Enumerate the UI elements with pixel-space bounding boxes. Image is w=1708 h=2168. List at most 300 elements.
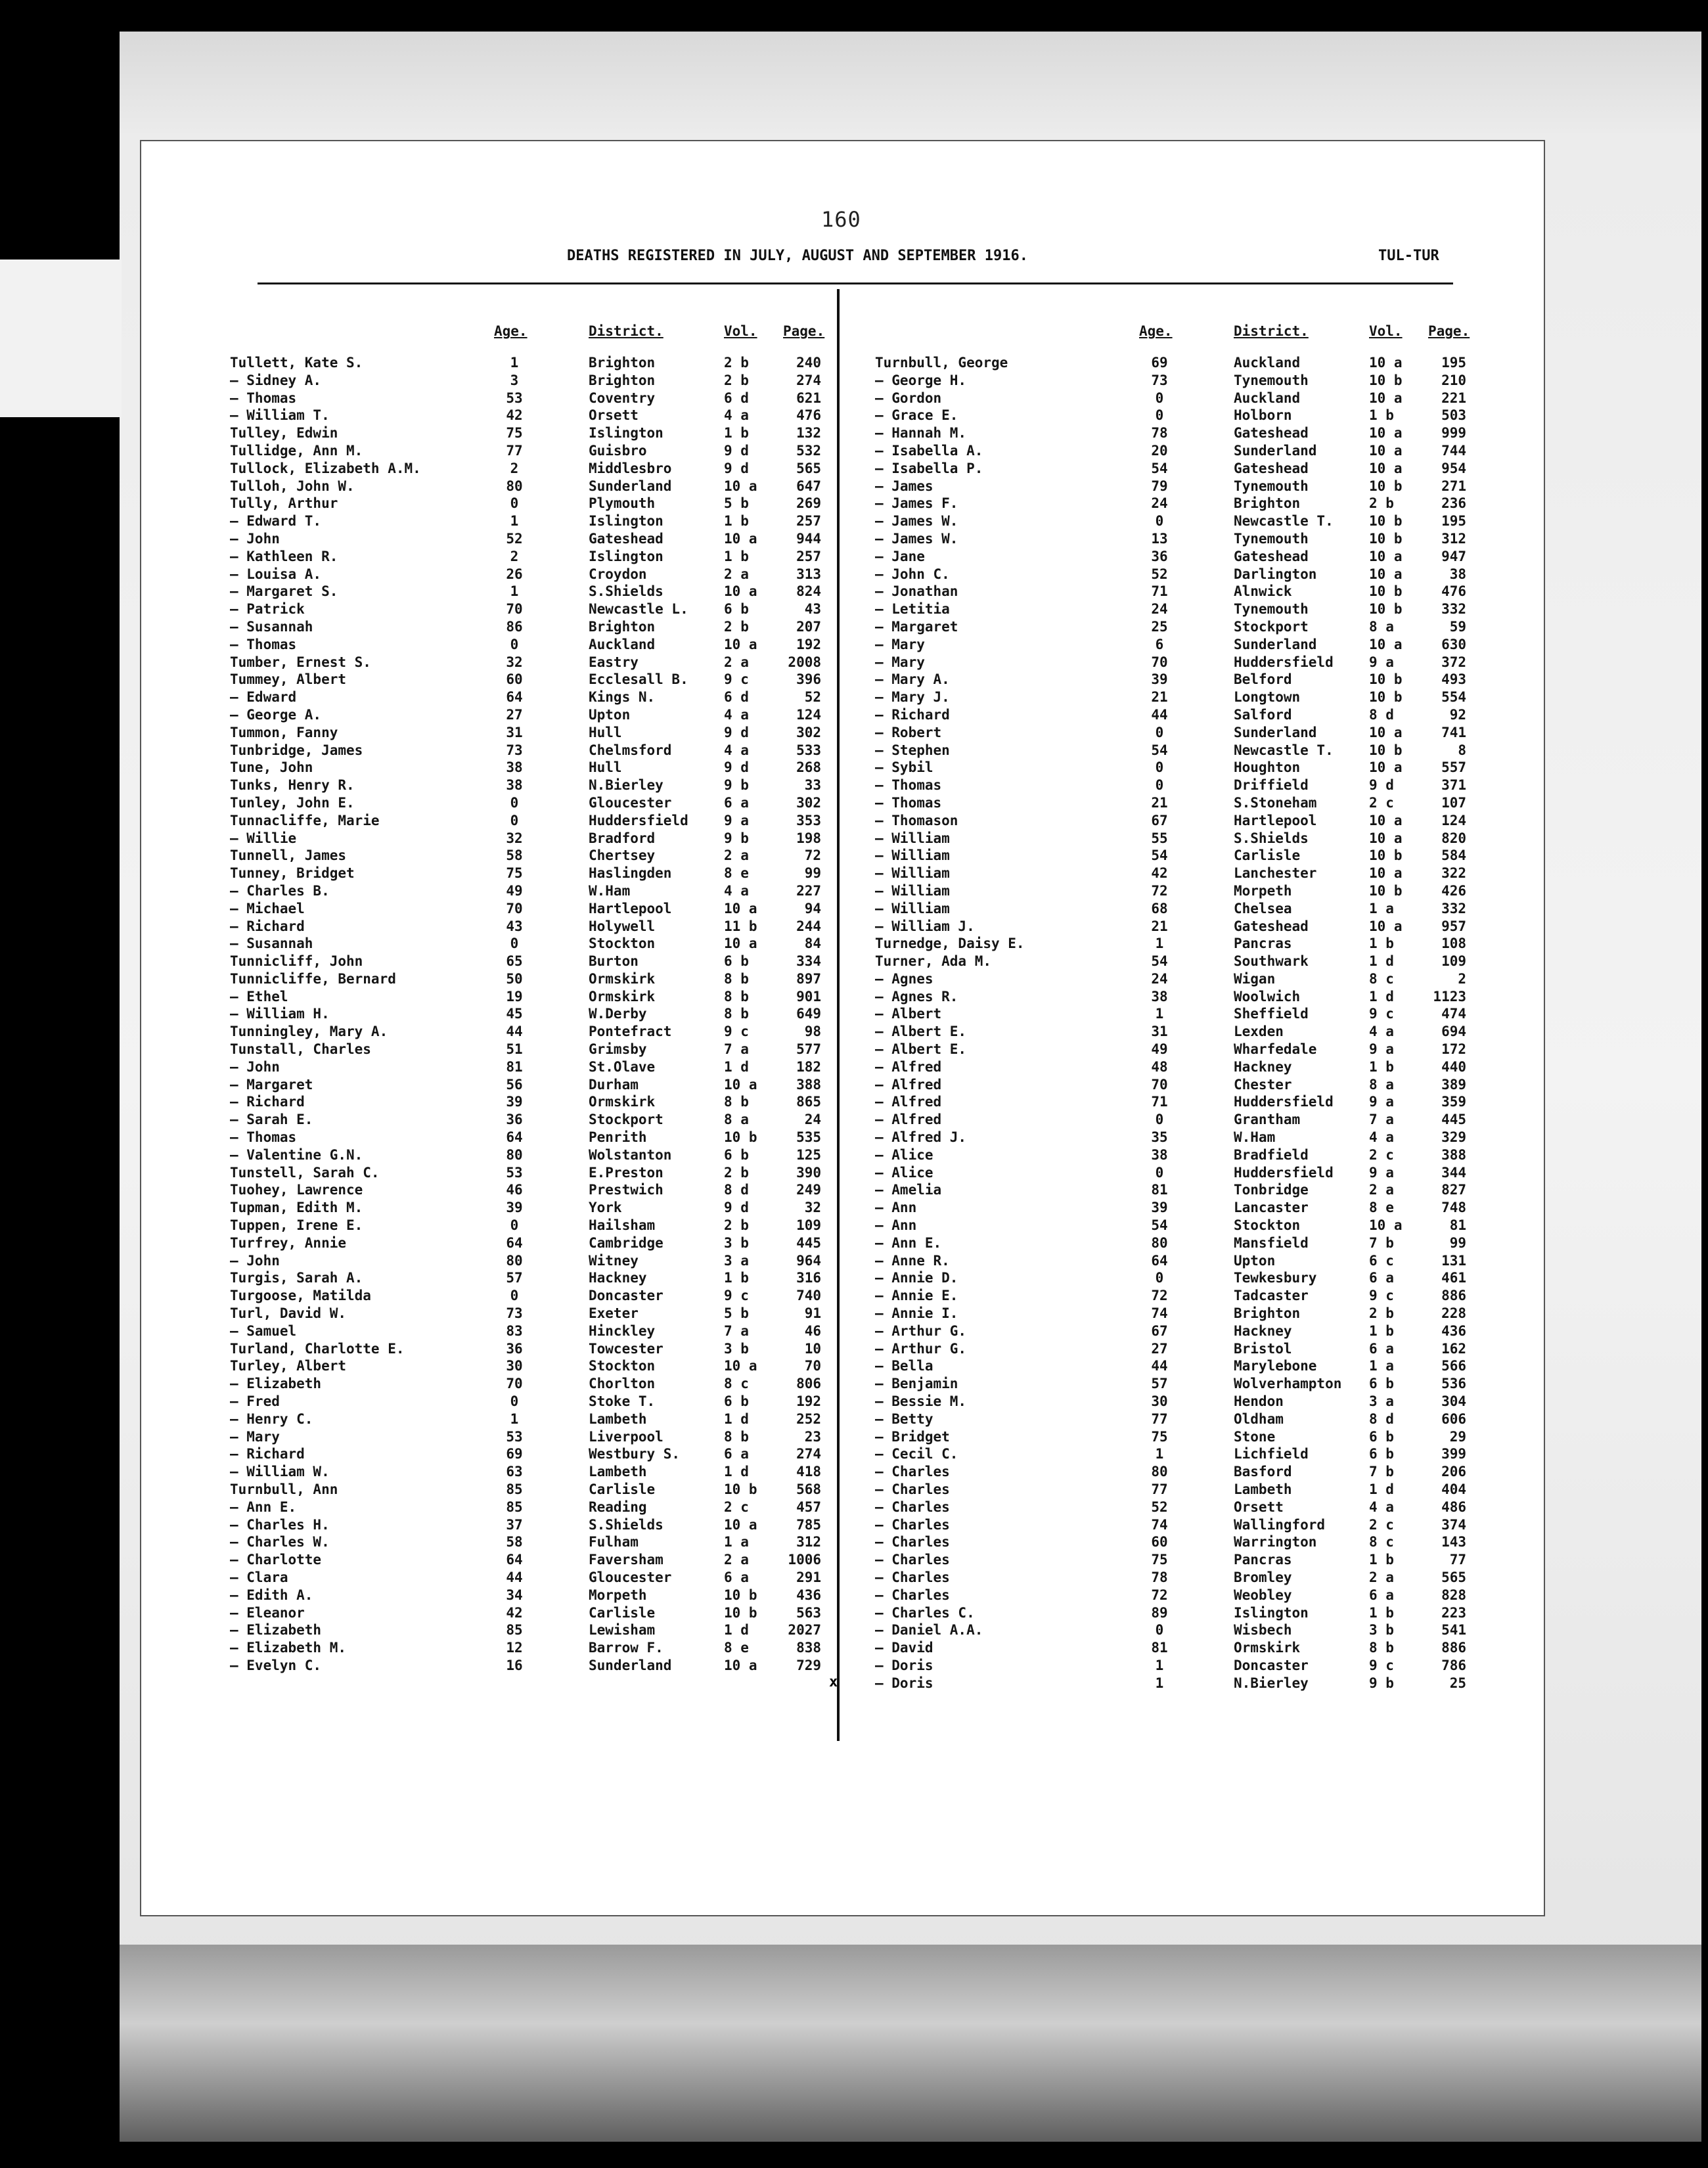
register-entry	[875, 513, 1466, 531]
entry-page: 274	[796, 372, 821, 388]
entry-district: Lambeth	[1234, 1481, 1292, 1497]
entry-age: 21	[1151, 689, 1168, 706]
entry-district: Reading	[589, 1499, 647, 1515]
entry-district: Huddersfield	[1234, 1094, 1334, 1110]
district-header: District.	[589, 323, 663, 339]
entry-volume: 7 a	[1369, 1112, 1394, 1128]
entry-age: 72	[1151, 882, 1168, 899]
entry-page: 426	[1441, 882, 1466, 899]
entry-district: Stockport	[589, 1112, 663, 1128]
entry-district: Stockport	[1234, 618, 1309, 635]
entry-page: 304	[1441, 1393, 1466, 1410]
entry-page: 621	[796, 390, 821, 406]
entry-name: — Margaret	[875, 618, 958, 635]
register-entry	[875, 953, 1466, 971]
entry-volume: 10 a	[1369, 548, 1403, 564]
entry-age: 3	[510, 372, 519, 388]
entry-name: — Charles	[875, 1464, 950, 1480]
entry-name: — Clara	[230, 1569, 288, 1585]
entry-age: 36	[506, 1340, 523, 1357]
entry-age: 70	[506, 900, 523, 916]
entry-volume: 8 b	[724, 1006, 749, 1022]
entry-page: 43	[804, 601, 821, 618]
register-entry	[875, 847, 1466, 865]
register-entry	[230, 1604, 821, 1623]
entry-district: Weobley	[1234, 1587, 1292, 1603]
entry-page: 23	[804, 1428, 821, 1445]
entry-age: 89	[1151, 1604, 1168, 1621]
entry-page: 316	[796, 1270, 821, 1286]
entry-age: 36	[1151, 548, 1168, 564]
entry-district: Sunderland	[1234, 724, 1317, 740]
entry-age: 53	[506, 1428, 523, 1445]
entry-page: 257	[796, 513, 821, 530]
entry-name: Turgoose, Matilda	[230, 1288, 371, 1304]
entry-name: — Alice	[875, 1164, 933, 1181]
entry-name: — Richard	[230, 1446, 305, 1462]
entry-volume: 8 c	[1369, 1534, 1394, 1550]
vol-header: Vol.	[1369, 323, 1403, 339]
register-entry	[230, 1094, 821, 1112]
register-entry	[875, 1552, 1466, 1570]
register-entry	[230, 1446, 821, 1464]
entry-volume: 6 a	[724, 1446, 749, 1462]
entry-district: St.Olave	[589, 1058, 656, 1075]
footer-mark: x	[829, 1674, 838, 1690]
entry-age: 34	[506, 1587, 523, 1603]
entry-district: Newcastle L.	[589, 601, 688, 618]
entry-name: — Louisa A.	[230, 566, 322, 582]
entry-page: 389	[1441, 1076, 1466, 1093]
entry-age: 42	[506, 407, 523, 424]
entry-district: Lambeth	[589, 1411, 647, 1427]
entry-name: — Stephen	[875, 742, 950, 758]
register-entry	[230, 407, 821, 425]
entry-name: Turnedge, Daisy E.	[875, 936, 1025, 952]
register-entry	[230, 1516, 821, 1535]
register-entry	[230, 794, 821, 813]
entry-age: 20	[1151, 442, 1168, 459]
entry-age: 75	[1151, 1428, 1168, 1445]
entry-district: Auckland	[1234, 390, 1301, 406]
entry-age: 27	[1151, 1340, 1168, 1357]
entry-name: — Charlotte	[230, 1552, 322, 1568]
entry-district: N.Bierley	[589, 777, 663, 794]
entry-page: 77	[1449, 1552, 1466, 1568]
register-entry	[875, 1411, 1466, 1429]
entry-name: — Elizabeth M.	[230, 1640, 347, 1656]
entry-age: 38	[1151, 1146, 1168, 1163]
entry-name: — Sarah E.	[230, 1112, 313, 1128]
entry-age: 52	[1151, 566, 1168, 582]
entry-volume: 1 d	[1369, 1481, 1394, 1497]
register-entry	[875, 1358, 1466, 1376]
entry-district: Grantham	[1234, 1112, 1301, 1128]
entry-age: 39	[506, 1200, 523, 1216]
entry-age: 56	[506, 1076, 523, 1093]
entry-page: 72	[804, 847, 821, 864]
register-entry	[875, 759, 1466, 777]
register-entry	[875, 1288, 1466, 1305]
entry-age: 79	[1151, 478, 1168, 494]
entry-volume: 10 a	[724, 583, 757, 600]
register-entry	[875, 425, 1466, 443]
entry-age: 71	[1151, 583, 1168, 600]
entry-volume: 6 b	[724, 1393, 749, 1410]
entry-district: Grimsby	[589, 1041, 647, 1058]
entry-age: 0	[510, 936, 519, 952]
register-entry	[230, 918, 821, 936]
entry-volume: 10 b	[1369, 601, 1403, 618]
entry-page: 566	[1441, 1358, 1466, 1374]
entry-name: — Charles	[875, 1569, 950, 1585]
entry-volume: 1 d	[1369, 953, 1394, 970]
entry-name: Tully, Arthur	[230, 495, 338, 512]
register-entry	[875, 830, 1466, 848]
entry-age: 31	[1151, 1024, 1168, 1040]
entry-age: 54	[1151, 1217, 1168, 1234]
entry-age: 0	[510, 495, 519, 512]
entry-volume: 10 a	[1369, 390, 1403, 406]
entry-district: Hackney	[589, 1270, 647, 1286]
entry-page: 947	[1441, 548, 1466, 564]
entry-age: 44	[1151, 1358, 1168, 1374]
entry-age: 44	[506, 1024, 523, 1040]
entry-district: Ormskirk	[589, 970, 656, 987]
entry-page: 313	[796, 566, 821, 582]
register-entry	[230, 724, 821, 742]
entry-age: 32	[506, 654, 523, 670]
entry-district: Orsett	[1234, 1499, 1284, 1515]
register-entry	[230, 390, 821, 408]
entry-page: 32	[804, 1200, 821, 1216]
entry-age: 0	[510, 812, 519, 828]
entry-age: 52	[1151, 1499, 1168, 1515]
entry-age: 64	[506, 1129, 523, 1146]
entry-district: Lambeth	[589, 1464, 647, 1480]
register-entry	[230, 478, 821, 496]
entry-page: 535	[796, 1129, 821, 1146]
register-entry	[875, 1675, 1466, 1693]
entry-page: 445	[1441, 1112, 1466, 1128]
entry-name: — Susannah	[230, 618, 313, 635]
entry-name: — Charles	[875, 1499, 950, 1515]
entry-name: — William	[875, 865, 950, 882]
entry-volume: 2 a	[724, 847, 749, 864]
entry-district: Huddersfield	[1234, 654, 1334, 670]
entry-age: 78	[1151, 1569, 1168, 1585]
entry-page: 143	[1441, 1534, 1466, 1550]
register-entry	[230, 495, 821, 513]
entry-volume: 4 a	[1369, 1499, 1394, 1515]
entry-page: 584	[1441, 847, 1466, 864]
entry-page: 436	[1441, 1322, 1466, 1339]
entry-district: Morpeth	[1234, 882, 1292, 899]
entry-age: 80	[506, 478, 523, 494]
entry-district: Houghton	[1234, 759, 1301, 776]
entry-page: 474	[1441, 1006, 1466, 1022]
register-entry	[230, 1234, 821, 1253]
entry-volume: 10 b	[724, 1481, 757, 1497]
page-title: DEATHS REGISTERED IN JULY, AUGUST AND SEPTEMBER 1916.	[567, 248, 1028, 264]
entry-district: Barrow F.	[589, 1640, 663, 1656]
entry-volume: 2 c	[1369, 1146, 1394, 1163]
entry-volume: 1 b	[724, 1270, 749, 1286]
entry-district: Liverpool	[589, 1428, 663, 1445]
entry-district: Stoke T.	[589, 1393, 656, 1410]
entry-page: 2008	[788, 654, 821, 670]
entry-name: — Gordon	[875, 390, 942, 406]
entry-volume: 10 b	[724, 1129, 757, 1146]
register-entry	[875, 1481, 1466, 1499]
entry-page: 344	[1441, 1164, 1466, 1181]
page-header: Page.	[1428, 323, 1470, 339]
entry-volume: 10 b	[1369, 583, 1403, 600]
entry-age: 30	[1151, 1393, 1168, 1410]
entry-name: — James W.	[875, 530, 958, 547]
entry-volume: 10 a	[724, 530, 757, 547]
entry-district: Middlesbro	[589, 460, 672, 476]
entry-volume: 2 b	[724, 1164, 749, 1181]
entry-volume: 2 c	[1369, 1516, 1394, 1533]
entry-page: 312	[796, 1534, 821, 1550]
register-entry	[875, 918, 1466, 936]
entry-age: 57	[506, 1270, 523, 1286]
register-entry	[230, 1217, 821, 1235]
entry-volume: 8 b	[724, 970, 749, 987]
entry-name: Tulloh, John W.	[230, 478, 355, 494]
entry-age: 77	[506, 442, 523, 459]
entry-district: Exeter	[589, 1305, 639, 1322]
register-entry	[875, 689, 1466, 707]
entry-name: — Margaret	[230, 1076, 313, 1093]
entry-page: 221	[1441, 390, 1466, 406]
entry-age: 81	[1151, 1640, 1168, 1656]
entry-page: 493	[1441, 671, 1466, 688]
entry-district: Darlington	[1234, 566, 1317, 582]
register-entry	[230, 583, 821, 601]
district-header: District.	[1234, 323, 1309, 339]
entry-age: 1	[510, 513, 519, 530]
entry-page: 399	[1441, 1446, 1466, 1462]
register-entry	[230, 1428, 821, 1447]
entry-district: Mansfield	[1234, 1234, 1309, 1251]
entry-volume: 10 a	[724, 1657, 757, 1673]
entry-name: Turnbull, Ann	[230, 1481, 338, 1497]
entry-name: — Samuel	[230, 1322, 297, 1339]
register-entry	[230, 953, 821, 971]
entry-name: — Thomas	[230, 636, 297, 652]
entry-name: — Thomas	[875, 794, 942, 811]
entry-age: 24	[1151, 495, 1168, 512]
entry-age: 44	[506, 1569, 523, 1585]
entry-name: — James	[875, 478, 933, 494]
register-entry	[230, 1622, 821, 1640]
entry-age: 0	[1155, 777, 1164, 794]
entry-name: — Thomason	[875, 812, 958, 828]
entry-age: 75	[506, 865, 523, 882]
entry-name: — Fred	[230, 1393, 280, 1410]
entry-district: Gateshead	[1234, 918, 1309, 934]
entry-age: 78	[1151, 425, 1168, 441]
entry-page: 236	[1441, 495, 1466, 512]
register-entry	[230, 812, 821, 830]
entry-volume: 1 b	[1369, 936, 1394, 952]
register-entry	[875, 530, 1466, 549]
entry-age: 54	[1151, 953, 1168, 970]
entry-age: 25	[1151, 618, 1168, 635]
entry-volume: 6 a	[1369, 1270, 1394, 1286]
entry-district: Oldham	[1234, 1411, 1284, 1427]
entry-volume: 9 d	[1369, 777, 1394, 794]
entry-age: 75	[1151, 1552, 1168, 1568]
name-range: TUL-TUR	[1378, 248, 1439, 264]
entry-district: Tynemouth	[1234, 478, 1309, 494]
column-header	[230, 323, 825, 355]
register-entry	[230, 1041, 821, 1059]
entry-volume: 4 a	[724, 706, 749, 723]
entry-page: 999	[1441, 425, 1466, 441]
entry-page: 353	[796, 812, 821, 828]
register-entry	[230, 1129, 821, 1147]
entry-volume: 6 d	[724, 390, 749, 406]
entry-district: S.Stoneham	[1234, 794, 1317, 811]
header-rule	[258, 282, 1453, 284]
entry-page: 568	[796, 1481, 821, 1497]
entry-age: 74	[1151, 1305, 1168, 1322]
entry-name: — James F.	[875, 495, 958, 512]
entry-volume: 10 b	[1369, 530, 1403, 547]
entry-district: Bradford	[589, 830, 656, 846]
entry-name: — Amelia	[875, 1182, 942, 1198]
entry-name: — William	[875, 830, 950, 846]
register-entry	[875, 390, 1466, 408]
entry-district: Upton	[1234, 1252, 1276, 1269]
entry-name: — Agnes	[875, 970, 933, 987]
entry-age: 53	[506, 390, 523, 406]
entry-name: — Annie D.	[875, 1270, 958, 1286]
entry-volume: 7 a	[724, 1041, 749, 1058]
entry-district: Morpeth	[589, 1587, 647, 1603]
entry-age: 0	[510, 1393, 519, 1410]
entry-age: 74	[1151, 1516, 1168, 1533]
entry-district: Penrith	[589, 1129, 647, 1146]
entry-name: — Letitia	[875, 601, 950, 618]
entry-page: 359	[1441, 1094, 1466, 1110]
entry-district: Huddersfield	[589, 812, 688, 828]
entry-age: 2	[510, 548, 519, 564]
entry-name: — Alfred	[875, 1112, 942, 1128]
entry-volume: 6 b	[1369, 1376, 1394, 1392]
entry-volume: 10 b	[1369, 372, 1403, 388]
entry-page: 10	[804, 1340, 821, 1357]
entry-page: 271	[1441, 478, 1466, 494]
entry-district: Wolverhampton	[1234, 1376, 1342, 1392]
entry-name: — Jonathan	[875, 583, 958, 600]
entry-page: 46	[804, 1322, 821, 1339]
entry-district: Hendon	[1234, 1393, 1284, 1410]
entry-volume: 8 e	[724, 865, 749, 882]
entry-volume: 2 b	[724, 1217, 749, 1234]
entry-name: — John	[230, 530, 280, 547]
entry-page: 312	[1441, 530, 1466, 547]
entry-age: 83	[506, 1322, 523, 1339]
entry-district: Wharfedale	[1234, 1041, 1317, 1058]
entry-district: Gateshead	[1234, 548, 1309, 564]
entry-district: Belford	[1234, 671, 1292, 688]
entry-name: Tunningley, Mary A.	[230, 1024, 388, 1040]
register-entry	[875, 478, 1466, 496]
entry-name: — Margaret S.	[230, 583, 338, 600]
entry-district: Ormskirk	[589, 1094, 656, 1110]
entry-age: 30	[506, 1358, 523, 1374]
entry-age: 71	[1151, 1094, 1168, 1110]
entry-page: 172	[1441, 1041, 1466, 1058]
entry-name: — Bella	[875, 1358, 933, 1374]
register-entry	[875, 777, 1466, 795]
entry-volume: 9 a	[1369, 1041, 1394, 1058]
register-entry	[230, 1182, 821, 1200]
entry-district: Hartlepool	[589, 900, 672, 916]
entry-page: 332	[1441, 601, 1466, 618]
register-entry	[875, 1217, 1466, 1235]
entry-name: — Richard	[875, 706, 950, 723]
entry-volume: 9 d	[724, 460, 749, 476]
entry-age: 0	[1155, 407, 1164, 424]
entry-district: Brighton	[1234, 495, 1301, 512]
entry-page: 302	[796, 794, 821, 811]
register-entry	[875, 407, 1466, 425]
entry-page: 785	[796, 1516, 821, 1533]
register-entry	[230, 618, 821, 637]
entry-volume: 8 c	[724, 1376, 749, 1392]
entry-age: 0	[510, 1288, 519, 1304]
register-entry	[230, 1640, 821, 1658]
entry-name: — Richard	[230, 918, 305, 934]
entry-volume: 9 d	[724, 724, 749, 740]
entry-page: 476	[796, 407, 821, 424]
entry-page: 694	[1441, 1024, 1466, 1040]
entry-page: 240	[796, 355, 821, 371]
entry-page: 33	[804, 777, 821, 794]
entry-district: Wisbech	[1234, 1622, 1292, 1638]
entry-name: Turnbull, George	[875, 355, 1008, 371]
entry-page: 274	[796, 1446, 821, 1462]
entry-page: 195	[1441, 355, 1466, 371]
register-entry	[230, 1200, 821, 1217]
entry-name: — Annie E.	[875, 1288, 958, 1304]
register-entry	[230, 1322, 821, 1341]
entry-district: Ecclesall B.	[589, 671, 688, 688]
entry-district: Brighton	[1234, 1305, 1301, 1322]
register-entry	[875, 548, 1466, 566]
entry-name: — Agnes R.	[875, 988, 958, 1005]
film-bottom-margin	[120, 1945, 1701, 2142]
register-entry	[230, 372, 821, 390]
entry-district: Islington	[1234, 1604, 1309, 1621]
entry-name: — John C.	[875, 566, 950, 582]
entry-district: Lewisham	[589, 1622, 656, 1638]
entry-page: 372	[1441, 654, 1466, 670]
register-entry	[875, 1340, 1466, 1359]
entry-name: — Mary	[875, 654, 925, 670]
entry-volume: 4 a	[724, 407, 749, 424]
entry-district: Chelsea	[1234, 900, 1292, 916]
entry-district: York	[589, 1200, 622, 1216]
entry-volume: 9 a	[724, 812, 749, 828]
entry-district: Auckland	[1234, 355, 1301, 371]
entry-age: 39	[506, 1094, 523, 1110]
